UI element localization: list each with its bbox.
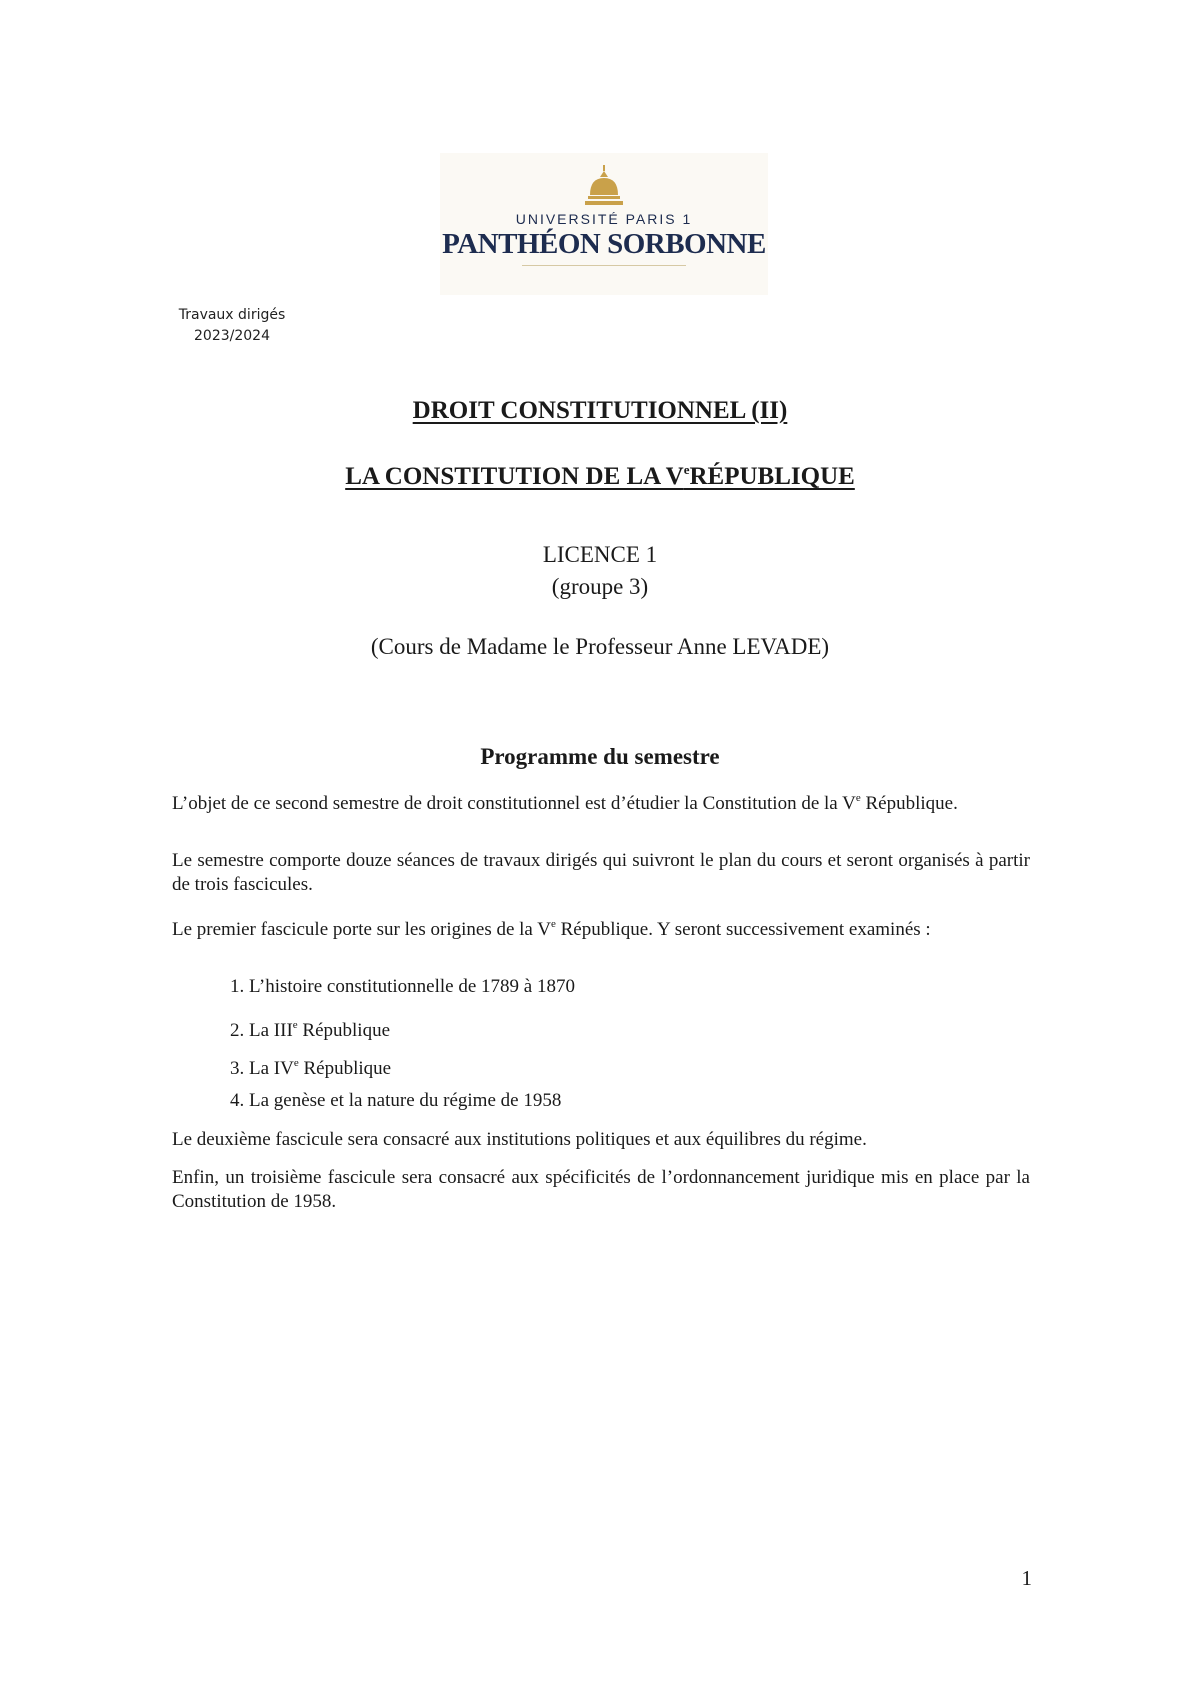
paragraph-first-booklet-sup: e bbox=[550, 918, 556, 930]
section-heading: Programme du semestre bbox=[480, 744, 720, 769]
list-item-end: République bbox=[297, 1020, 391, 1041]
paragraph-second-booklet: Le deuxième fascicule sera consacré aux institutions politiques et aux équilibres du régime. bbox=[172, 1129, 867, 1150]
list-item-sup: e bbox=[293, 1057, 299, 1069]
group-number: (groupe 3) bbox=[551, 574, 649, 599]
logo-divider bbox=[522, 265, 686, 266]
course-teacher: (Cours de Madame le Professeur Anne LEVADE) bbox=[370, 634, 830, 659]
header-meta bbox=[162, 305, 302, 347]
document-subtitle bbox=[0, 462, 1200, 491]
topics-list bbox=[230, 975, 575, 1127]
paragraph-objective-text: L’objet de ce second semestre de droit constitutionnel est d’étudier la Constitution de la V bbox=[172, 793, 856, 814]
list-item-sup: e bbox=[292, 1019, 298, 1031]
subtitle-superscript: e bbox=[683, 462, 690, 477]
paragraph-objective bbox=[172, 786, 1030, 816]
paragraph-sessions: Le semestre comporte douze séances de travaux dirigés qui suivront le plan du cours et seront organisés à partir de trois fascicules. bbox=[172, 850, 1030, 895]
list-item-text: 2. La III bbox=[230, 1020, 293, 1041]
paragraph-first-booklet-end: République. Y seront successivement examinés : bbox=[555, 919, 931, 940]
paragraph-first-booklet bbox=[172, 912, 1030, 942]
header-year: 2023/2024 bbox=[194, 328, 270, 344]
paragraph-third-booklet: Enfin, un troisième fascicule sera consacré aux spécificités de l’ordonnancement juridique mis en place par la Constitution de 1958. bbox=[172, 1167, 1030, 1212]
paragraph-objective-end: République. bbox=[860, 793, 958, 814]
subtitle-part-2: RÉPUBLIQUE bbox=[689, 463, 855, 490]
logo-university-line: UNIVERSITÉ PARIS 1 bbox=[515, 211, 693, 227]
list-item-end: République bbox=[298, 1058, 392, 1079]
header-label: Travaux dirigés bbox=[178, 307, 286, 323]
list-item-text: 3. La IV bbox=[230, 1058, 294, 1079]
page-number: 1 bbox=[1021, 1566, 1032, 1590]
list-item: 1. L’histoire constitutionnelle de 1789 à 1870 bbox=[230, 976, 575, 997]
pantheon-dome-icon bbox=[581, 165, 627, 209]
list-item bbox=[230, 1013, 575, 1051]
list-item bbox=[230, 1051, 575, 1089]
subtitle-part-1: LA CONSTITUTION DE LA V bbox=[345, 463, 684, 490]
paragraph-objective-sup: e bbox=[855, 792, 861, 804]
list-item: 4. La genèse et la nature du régime de 1958 bbox=[230, 1090, 562, 1111]
university-logo bbox=[440, 153, 768, 295]
licence-level: LICENCE 1 bbox=[542, 542, 658, 567]
document-title: DROIT CONSTITUTIONNEL (II) bbox=[412, 397, 788, 424]
logo-name-line: PANTHÉON SORBONNE bbox=[442, 228, 766, 260]
paragraph-first-booklet-text: Le premier fascicule porte sur les origines de la V bbox=[172, 919, 551, 940]
